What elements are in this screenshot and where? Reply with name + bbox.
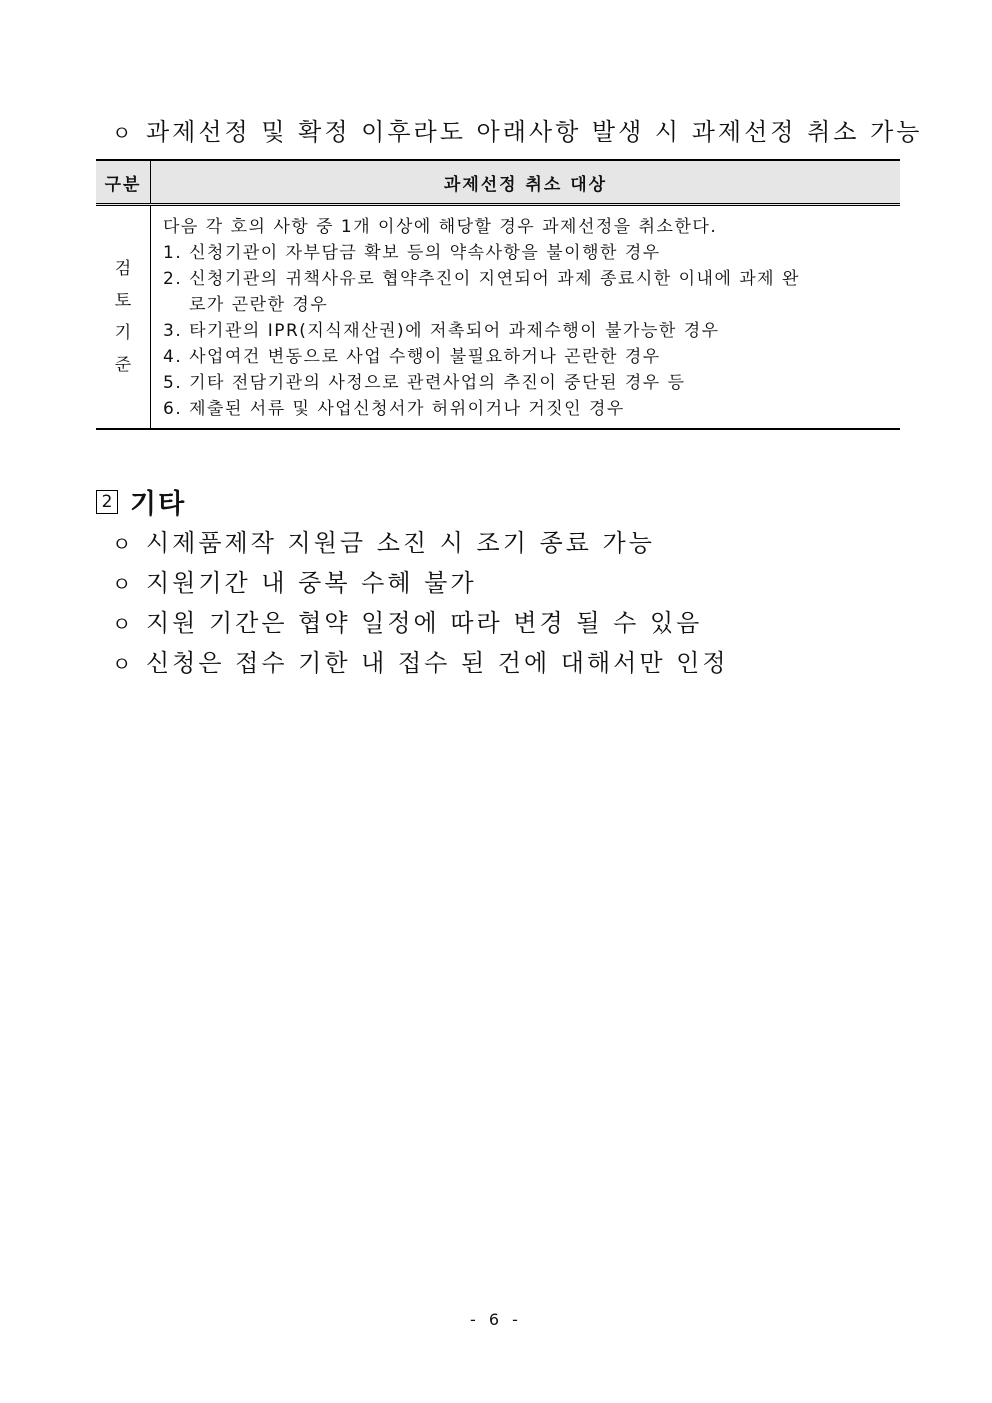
intro-bullet-text: 과제선정 및 확정 이후라도 아래사항 발생 시 과제선정 취소 가능 — [146, 118, 923, 146]
criteria-item: 6. 제출된 서류 및 사업신청서가 허위이거나 거짓인 경우 — [163, 399, 625, 419]
section-number-box: 2 — [96, 490, 118, 514]
cancellation-criteria-table — [96, 159, 900, 430]
row-label-char: 검 — [114, 259, 132, 279]
criteria-item: 1. 신청기관이 자부담금 확보 등의 약속사항을 불이행한 경우 — [163, 243, 661, 263]
row-label-char: 기 — [114, 323, 132, 343]
row-label — [96, 205, 151, 430]
table-header-row — [96, 160, 900, 205]
list-item — [112, 523, 655, 558]
list-item-text: 신청은 접수 기한 내 접수 된 건에 대해서만 인정 — [146, 649, 729, 677]
bullet-mark: ㅇ — [112, 652, 135, 676]
criteria-intro: 다음 각 호의 사항 중 1개 이상에 해당할 경우 과제선정을 취소한다. — [163, 217, 718, 237]
bullet-mark: ㅇ — [112, 532, 135, 556]
row-label-char: 준 — [114, 355, 132, 375]
row-label-char: 토 — [114, 291, 132, 311]
bullet-mark: ㅇ — [112, 572, 135, 596]
criteria-item-continuation: 로가 곤란한 경우 — [189, 295, 329, 315]
list-item-text: 지원 기간은 협약 일정에 따라 변경 될 수 있음 — [146, 609, 703, 637]
list-item — [112, 563, 477, 598]
criteria-item: 3. 타기관의 IPR(지식재산권)에 저촉되어 과제수행이 불가능한 경우 — [163, 321, 720, 341]
table-row — [96, 205, 900, 430]
criteria-item: 4. 사업여건 변동으로 사업 수행이 불필요하거나 곤란한 경우 — [163, 347, 661, 367]
header-category: 구분 — [96, 160, 151, 205]
bullet-mark: ㅇ — [112, 121, 135, 145]
bullet-mark: ㅇ — [112, 612, 135, 636]
list-item-text: 지원기간 내 중복 수혜 불가 — [146, 569, 477, 597]
list-item-text: 시제품제작 지원금 소진 시 조기 종료 가능 — [146, 529, 655, 557]
page-number: - 6 - — [470, 1310, 522, 1329]
header-target: 과제선정 취소 대상 — [151, 160, 901, 205]
list-item — [112, 643, 729, 678]
criteria-item: 5. 기타 전담기관의 사정으로 관련사업의 추진이 중단된 경우 등 — [163, 373, 686, 393]
section-title: 기타 — [130, 489, 187, 520]
list-item — [112, 603, 702, 638]
intro-bullet — [112, 112, 922, 147]
criteria-item: 2. 신청기관의 귀책사유로 협약추진이 지연되어 과제 종료시한 이내에 과제 완 — [163, 269, 800, 289]
criteria-content — [151, 205, 901, 430]
section-heading — [96, 482, 186, 521]
